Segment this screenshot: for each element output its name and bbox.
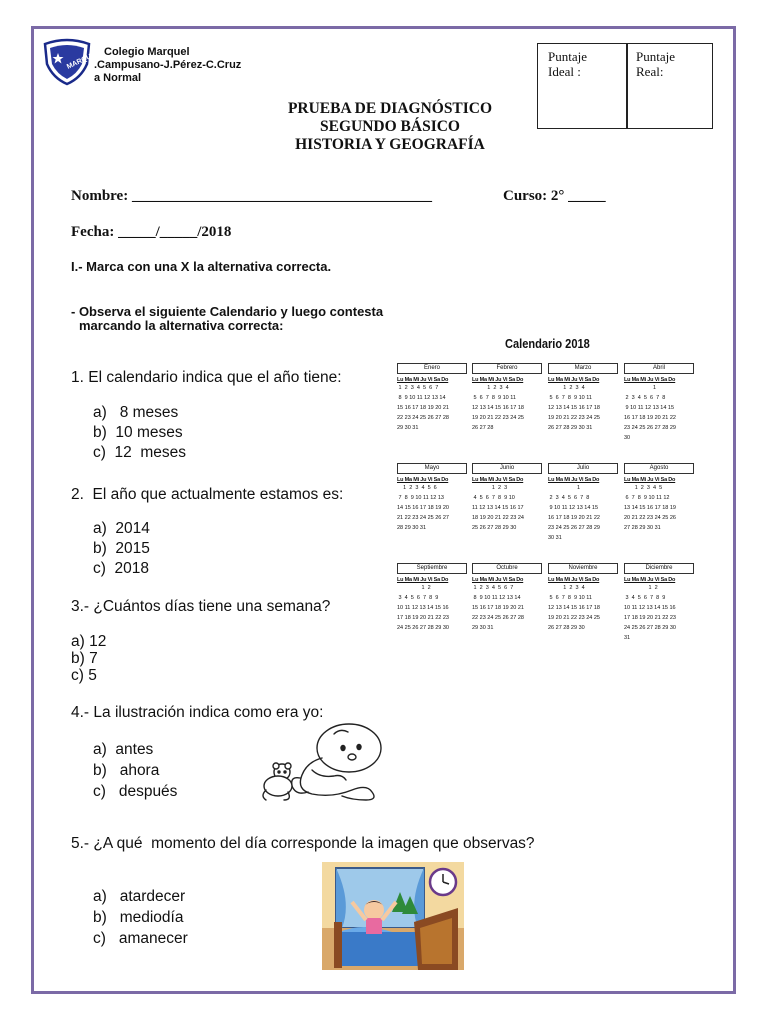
q5-option-c[interactable]: c) amanecer: [93, 930, 188, 947]
score-real-label: Puntaje Real:: [636, 49, 701, 79]
test-title: PRUEBA DE DIAGNÓSTICO: [287, 100, 493, 117]
calendar-days: 1 2 3 4 5 6 7 8 9 10 11 12 13 14 15 16 17 18 19 20 21 22 23 24 25 26 27 28 29 30: [624, 385, 676, 441]
section-instruction: I.- Marca con una X la alternativa correcta.: [71, 259, 332, 274]
calendar-month: [624, 563, 694, 643]
calendar-weekdays: Lu Ma Mi Ju Vi Sa Do: [624, 377, 676, 383]
calendar-weekdays: Lu Ma Mi Ju Vi Sa Do: [548, 477, 600, 483]
q1-option-c[interactable]: c) 12 meses: [93, 444, 187, 461]
calendar-month-name: Marzo: [548, 363, 618, 374]
calendar-weekdays: Lu Ma Mi Ju Vi Sa Do: [397, 477, 449, 483]
calendar-days: 1 2 3 4 5 6 7 8 9 10 11 12 13 14 15 16 17 18 19 20 21 22 23 24 25 26 27 28 29 30: [548, 585, 600, 631]
q2-option-a[interactable]: a) 2014: [93, 520, 150, 537]
calendar-month: [548, 563, 618, 633]
calendar-month: [472, 363, 542, 433]
calendar-instruction-line2: marcando la alternativa correcta:: [79, 318, 284, 333]
calendar-days: 1 2 3 4 5 6 7 8 9 10 11 12 13 14 15 16 17 18 19 20 21 22 23 24 25 26 27 28: [472, 385, 524, 431]
q3-option-b[interactable]: b) 7: [71, 650, 98, 667]
calendar-weekdays: Lu Ma Mi Ju Vi Sa Do: [472, 377, 524, 383]
calendar-month: [624, 463, 694, 533]
q4-option-b[interactable]: b) ahora: [93, 762, 160, 779]
question-1: 1. El calendario indica que el año tiene:: [71, 369, 342, 386]
question-4: 4.- La ilustración indica como era yo:: [71, 704, 324, 721]
calendar-month: [548, 363, 618, 433]
q5-option-b[interactable]: b) mediodía: [93, 909, 184, 926]
calendar-weekdays: Lu Ma Mi Ju Vi Sa Do: [397, 577, 449, 583]
calendar-weekdays: Lu Ma Mi Ju Vi Sa Do: [548, 377, 600, 383]
calendar-weekdays: Lu Ma Mi Ju Vi Sa Do: [624, 577, 676, 583]
calendar-days: 1 2 3 4 5 6 7 8 9 10 11 12 13 14 15 16 17 18 19 20 21 22 23 24 25 26 27 28 29 30 31: [548, 385, 600, 431]
grade-title: SEGUNDO BÁSICO: [320, 118, 460, 135]
name-field[interactable]: Nombre: ________________________________________: [71, 188, 432, 204]
calendar-days: 1 2 3 4 5 6 7 8 9 10 11 12 13 14 15 16 17 18 19 20 21 22 23 24 25 26 27 28 29 30 31: [548, 485, 600, 541]
morning-illustration: [322, 862, 464, 970]
calendar-weekdays: Lu Ma Mi Ju Vi Sa Do: [472, 477, 524, 483]
calendar-month: [397, 463, 467, 533]
calendar-days: 1 2 3 4 5 6 7 8 9 10 11 12 13 14 15 16 17 18 19 20 21 22 23 24 25 26 27 28 29 30: [397, 585, 449, 631]
question-3: 3.- ¿Cuántos días tiene una semana?: [71, 598, 331, 615]
calendar-weekdays: Lu Ma Mi Ju Vi Sa Do: [548, 577, 600, 583]
calendar-month: [548, 463, 618, 543]
calendar-days: 1 2 3 4 5 6 7 8 9 10 11 12 13 14 15 16 17 18 19 20 21 22 23 24 25 26 27 28 29 30 31: [472, 585, 524, 631]
calendar-weekdays: Lu Ma Mi Ju Vi Sa Do: [472, 577, 524, 583]
q3-option-c[interactable]: c) 5: [71, 667, 97, 684]
calendar-month-name: Agosto: [624, 463, 694, 474]
calendar-month: [397, 563, 467, 633]
calendar-month: [472, 563, 542, 633]
calendar-days: 1 2 3 4 5 6 7 8 9 10 11 12 13 14 15 16 17 18 19 20 21 22 23 24 25 26 27 28 29 30 31: [624, 485, 676, 531]
q3-option-a[interactable]: a) 12: [71, 633, 107, 650]
calendar-month-name: Junio: [472, 463, 542, 474]
calendar-weekdays: Lu Ma Mi Ju Vi Sa Do: [624, 477, 676, 483]
calendar-title: Calendario 2018: [505, 336, 590, 351]
calendar-month-name: Mayo: [397, 463, 467, 474]
q1-option-a[interactable]: a) 8 meses: [93, 404, 179, 421]
calendar-month-name: Abril: [624, 363, 694, 374]
svg-text:MARQUEL: MARQUEL: [65, 49, 101, 71]
calendar-days: 1 2 3 4 5 6 7 8 9 10 11 12 13 14 15 16 17 18 19 20 21 22 23 24 25 26 27 28 29 30 31: [397, 485, 449, 531]
q5-option-a[interactable]: a) atardecer: [93, 888, 186, 905]
date-field[interactable]: Fecha: _____/_____/2018: [71, 224, 232, 240]
calendar-month-name: Enero: [397, 363, 467, 374]
calendar-instruction-line1: - Observa el siguiente Calendario y luego contesta: [71, 304, 384, 319]
q1-option-b[interactable]: b) 10 meses: [93, 424, 183, 441]
calendar-month-name: Septiembre: [397, 563, 467, 574]
score-ideal-label: Puntaje Ideal :: [548, 49, 604, 79]
q4-option-c[interactable]: c) después: [93, 783, 178, 800]
calendar-month: [397, 363, 467, 433]
school-name: Colegio Marquel .Campusano-J.Pérez-C.Cruz a Normal: [94, 46, 242, 84]
grade-field[interactable]: Curso: 2° _____: [503, 188, 606, 204]
calendar-days: 1 2 3 4 5 6 7 8 9 10 11 12 13 14 15 16 17 18 19 20 21 22 23 24 25 26 27 28 29 30 31: [624, 585, 676, 641]
calendar-month-name: Febrero: [472, 363, 542, 374]
q2-option-b[interactable]: b) 2015: [93, 540, 150, 557]
q2-option-c[interactable]: c) 2018: [93, 560, 150, 577]
calendar-month-name: Julio: [548, 463, 618, 474]
q4-option-a[interactable]: a) antes: [93, 741, 154, 758]
calendar-month-name: Noviembre: [548, 563, 618, 574]
calendar-month: [624, 363, 694, 443]
calendar-days: 1 2 3 4 5 6 7 8 9 10 11 12 13 14 15 16 17 18 19 20 21 22 23 24 25 26 27 28 29 30: [472, 485, 524, 531]
school-logo: [41, 38, 101, 86]
calendar-month-name: Diciembre: [624, 563, 694, 574]
question-2: 2. El año que actualmente estamos es:: [71, 486, 344, 503]
question-5: 5.- ¿A qué momento del día corresponde la imagen que observas?: [71, 835, 535, 852]
calendar-weekdays: Lu Ma Mi Ju Vi Sa Do: [397, 377, 449, 383]
baby-illustration: [252, 720, 384, 804]
calendar-days: 1 2 3 4 5 6 7 8 9 10 11 12 13 14 15 16 17 18 19 20 21 22 23 24 25 26 27 28 29 30 31: [397, 385, 449, 431]
subject-title: HISTORIA Y GEOGRAFÍA: [295, 136, 485, 153]
calendar-month-name: Octubre: [472, 563, 542, 574]
calendar-month: [472, 463, 542, 533]
